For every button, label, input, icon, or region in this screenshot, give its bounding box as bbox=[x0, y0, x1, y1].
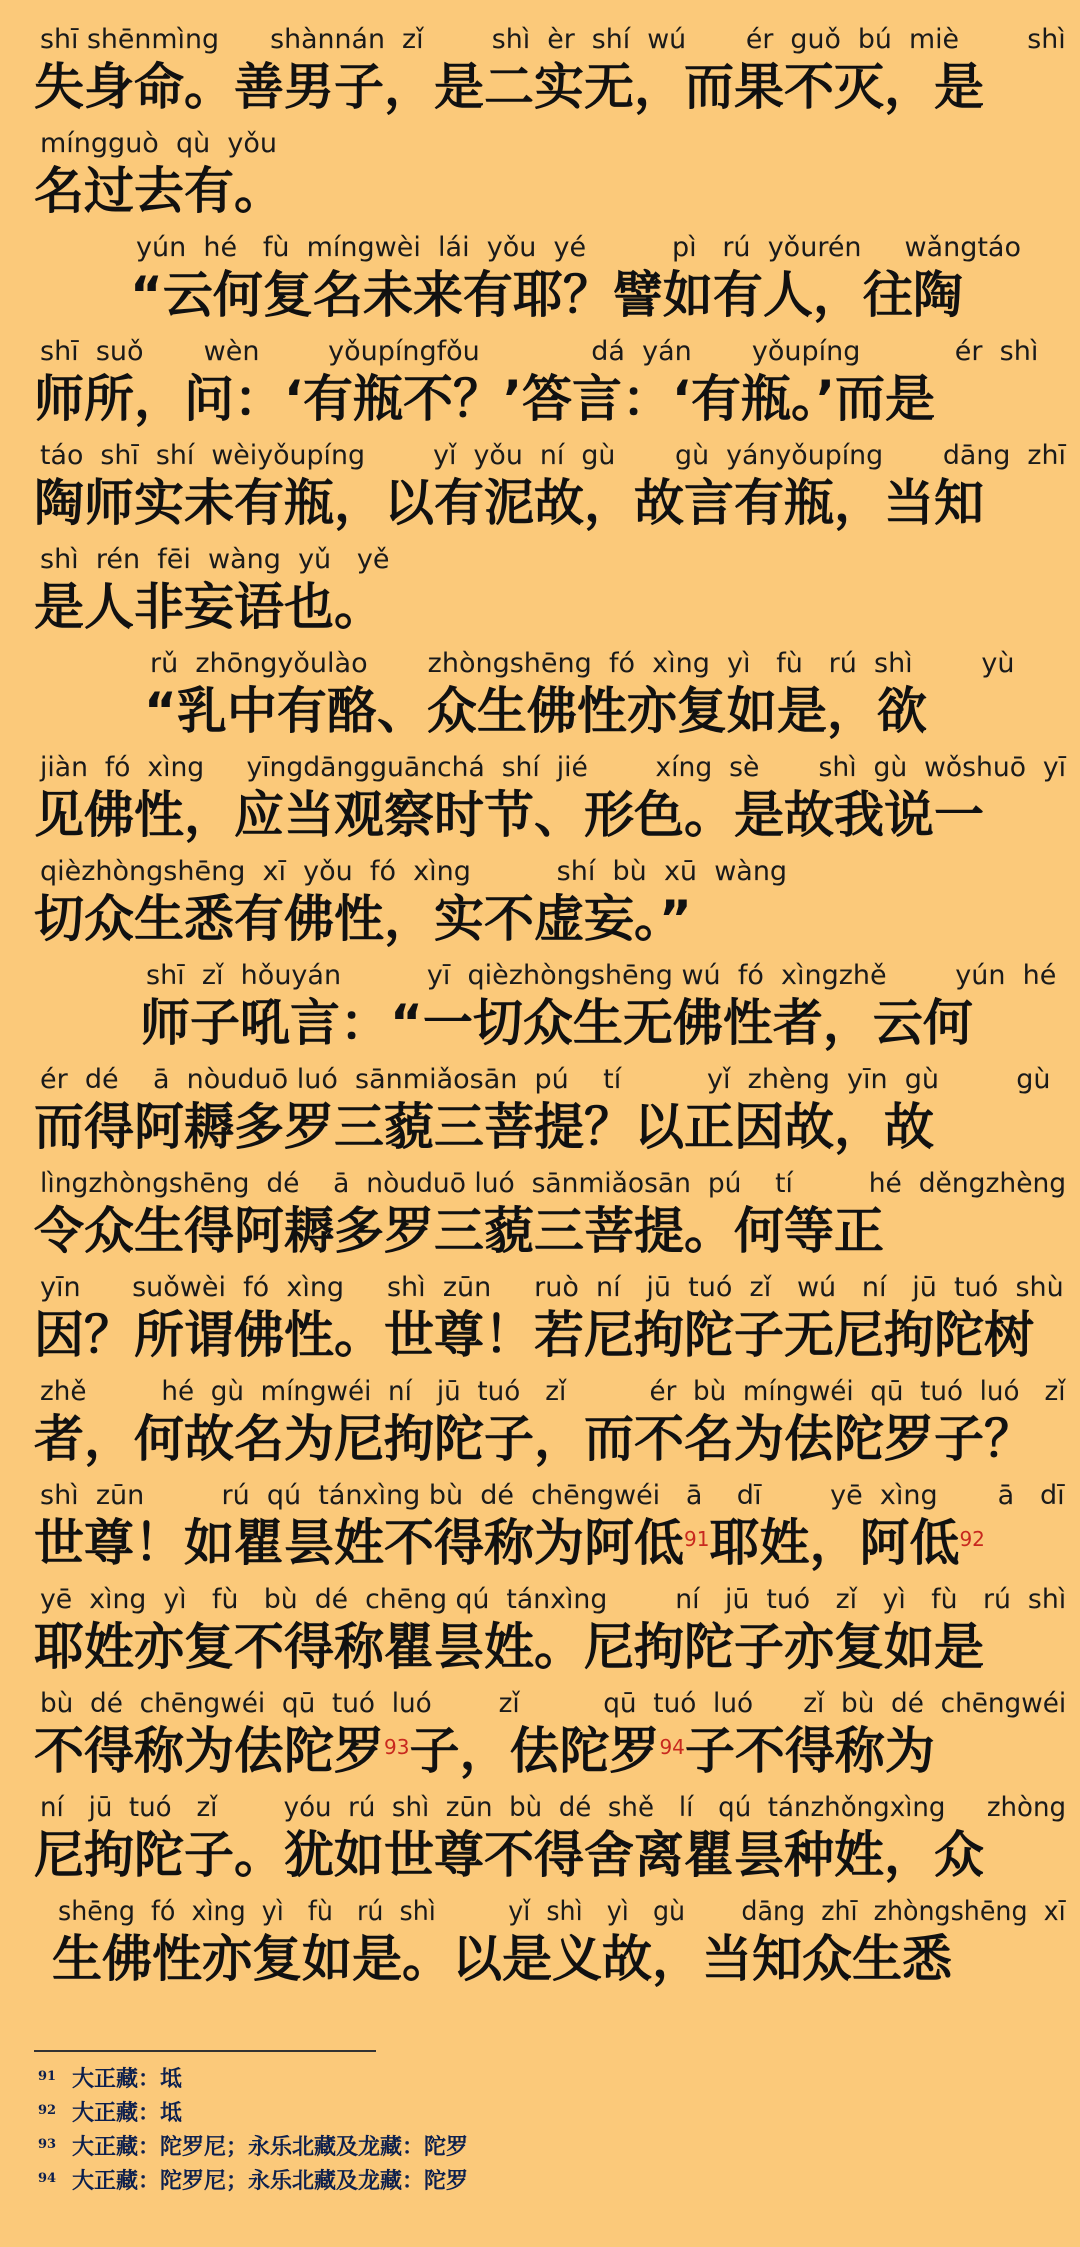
pinyin-annotation: táo shī shí wèiyǒupíng yǐ yǒu ní gù gù yányǒupíng dāng zhī bbox=[40, 440, 1066, 471]
pinyin-annotation: jiàn fó xìng yīngdāngguānchá shí jié xíng sè shì gù wǒshuō yī bbox=[40, 752, 1066, 783]
footnote-marker[interactable]: 92 bbox=[959, 1527, 985, 1551]
pinyin-annotation: yē xìng yì fù bù dé chēng qú tánxìng ní jū tuó zǐ yì fù rú shì bbox=[40, 1584, 1067, 1615]
hanzi-segment: “云何复名未来有耶？譬如有人，往陶 bbox=[130, 266, 963, 324]
hanzi-segment: 而得阿耨多罗三藐三菩提？以正因故，故 bbox=[34, 1098, 934, 1156]
hanzi-segment: 见佛性，应当观察时节、形色。是故我说一 bbox=[34, 786, 984, 844]
pinyin-annotation: zhě hé gù míngwéi ní jū tuó zǐ ér bù míngwéi qū tuó luó zǐ bbox=[40, 1376, 1066, 1407]
footnote-number: 91 bbox=[38, 2069, 57, 2084]
hanzi-text bbox=[34, 888, 692, 950]
hanzi-text bbox=[34, 1616, 984, 1678]
footnote-text: 大正藏：坻 bbox=[72, 2100, 183, 2126]
hanzi-text bbox=[34, 160, 284, 222]
hanzi-segment: 师子吼言：“一切众生无佛性者，云何 bbox=[140, 994, 973, 1052]
text-line bbox=[0, 1582, 1080, 1685]
pinyin-annotation: shì zūn rú qú tánxìng bù dé chēngwéi ā dī yē xìng ā dī bbox=[40, 1480, 1065, 1511]
pinyin-annotation: shēng fó xìng yì fù rú shì yǐ shì yì gù dāng zhī zhòngshēng xī bbox=[58, 1896, 1066, 1927]
text-line bbox=[0, 1894, 1080, 1997]
hanzi-text bbox=[34, 1512, 985, 1574]
text-line bbox=[0, 1790, 1080, 1893]
pinyin-annotation: bù dé chēngwéi qū tuó luó zǐ qū tuó luó zǐ bù dé chēngwéi bbox=[40, 1688, 1067, 1719]
pinyin-annotation: shī shēnmìng shànnán zǐ shì èr shí wú ér guǒ bú miè shì bbox=[40, 24, 1066, 55]
pinyin-annotation: míngguò qù yǒu bbox=[40, 128, 278, 159]
hanzi-segment: 尼拘陀子。犹如世尊不得舍离瞿昙种姓，众 bbox=[34, 1826, 984, 1884]
hanzi-segment: “乳中有酪、众生佛性亦复如是，欲 bbox=[144, 682, 927, 740]
pinyin-annotation: shī suǒ wèn yǒupíngfǒu dá yán yǒupíng ér shì bbox=[40, 336, 1039, 367]
footnote-number: 94 bbox=[38, 2171, 57, 2186]
hanzi-text bbox=[34, 784, 984, 846]
footnote-marker[interactable]: 91 bbox=[684, 1527, 710, 1551]
footnote-divider bbox=[34, 2050, 376, 2052]
text-line bbox=[0, 958, 1080, 1061]
hanzi-text bbox=[34, 1408, 1034, 1470]
footnote-entry bbox=[38, 2062, 182, 2096]
pinyin-annotation: yīn suǒwèi fó xìng shì zūn ruò ní jū tuó zǐ wú ní jū tuó shù bbox=[40, 1272, 1064, 1303]
hanzi-segment: 世尊！如瞿昙姓不得称为阿低 bbox=[34, 1514, 684, 1572]
pinyin-annotation: ér dé ā nòuduō luó sānmiǎosān pú tí yǐ zhèng yīn gù gù bbox=[40, 1064, 1051, 1095]
footnote-number: 92 bbox=[38, 2103, 57, 2118]
pinyin-annotation: shì rén fēi wàng yǔ yě bbox=[40, 544, 390, 575]
hanzi-text bbox=[34, 1304, 1034, 1366]
text-line bbox=[0, 1062, 1080, 1165]
hanzi-segment: 耶姓亦复不得称瞿昙姓。尼拘陀子亦复如是 bbox=[34, 1618, 984, 1676]
footnote-number: 93 bbox=[38, 2137, 57, 2152]
hanzi-segment: 子，佉陀罗 bbox=[409, 1722, 660, 1780]
text-line bbox=[0, 1374, 1080, 1477]
text-line bbox=[0, 22, 1080, 125]
footnote-text: 大正藏：陀罗尼；永乐北藏及龙藏：陀罗 bbox=[72, 2134, 469, 2160]
hanzi-text bbox=[34, 1824, 984, 1886]
text-line bbox=[0, 854, 1080, 957]
hanzi-segment: 令众生得阿耨多罗三藐三菩提。何等正 bbox=[34, 1202, 884, 1260]
footnote-entry bbox=[38, 2130, 468, 2164]
footnote-marker[interactable]: 93 bbox=[384, 1735, 410, 1759]
footnote-text: 大正藏：坻 bbox=[72, 2066, 183, 2092]
hanzi-segment: 是人非妄语也。 bbox=[34, 578, 384, 636]
footnote-entry bbox=[38, 2164, 468, 2198]
hanzi-segment: 切众生悉有佛性，实不虚妄。” bbox=[34, 890, 692, 948]
hanzi-segment: 者，何故名为尼拘陀子，而不名为佉陀罗子？ bbox=[34, 1410, 1034, 1468]
footnote-text: 大正藏：陀罗尼；永乐北藏及龙藏：陀罗 bbox=[72, 2168, 469, 2194]
hanzi-segment: 因？所谓佛性。世尊！若尼拘陀子无尼拘陀树 bbox=[34, 1306, 1034, 1364]
text-line bbox=[0, 334, 1080, 437]
pinyin-annotation: rǔ zhōngyǒulào zhòngshēng fó xìng yì fù rú shì yù bbox=[150, 648, 1015, 679]
pinyin-annotation: shī zǐ hǒuyán yī qièzhòngshēng wú fó xìngzhě yún hé bbox=[146, 960, 1057, 991]
footnote-entry bbox=[38, 2096, 182, 2130]
hanzi-segment: 师所，问：‘有瓶不？’答言：‘有瓶。’而是 bbox=[34, 370, 935, 428]
text-line bbox=[0, 438, 1080, 541]
hanzi-text bbox=[130, 264, 963, 326]
pinyin-annotation: ní jū tuó zǐ yóu rú shì zūn bù dé shě lí qú tánzhǒngxìng zhòng bbox=[40, 1792, 1067, 1823]
hanzi-text bbox=[34, 1720, 935, 1782]
pinyin-annotation: lìngzhòngshēng dé ā nòuduō luó sānmiǎosān pú tí hé děngzhèng bbox=[40, 1168, 1067, 1199]
text-line bbox=[0, 1686, 1080, 1789]
hanzi-segment: 耶姓，阿低 bbox=[709, 1514, 960, 1572]
hanzi-text bbox=[34, 1096, 934, 1158]
hanzi-segment: 名过去有。 bbox=[34, 162, 284, 220]
text-line bbox=[0, 1478, 1080, 1581]
text-line bbox=[0, 542, 1080, 645]
hanzi-text bbox=[34, 472, 984, 534]
hanzi-segment: 失身命。善男子，是二实无，而果不灭，是 bbox=[34, 58, 984, 116]
footnote-marker[interactable]: 94 bbox=[659, 1735, 685, 1759]
hanzi-segment: 不得称为佉陀罗 bbox=[34, 1722, 384, 1780]
text-line bbox=[0, 126, 1080, 229]
text-line bbox=[0, 230, 1080, 333]
hanzi-text bbox=[34, 576, 384, 638]
hanzi-segment: 陶师实未有瓶，以有泥故，故言有瓶，当知 bbox=[34, 474, 984, 532]
hanzi-text bbox=[144, 680, 927, 742]
pinyin-annotation: qièzhòngshēng xī yǒu fó xìng shí bù xū wàng bbox=[40, 856, 788, 887]
hanzi-segment: 生佛性亦复如是。以是义故，当知众生悉 bbox=[52, 1930, 952, 1988]
hanzi-segment: 子不得称为 bbox=[684, 1722, 935, 1780]
hanzi-text bbox=[34, 56, 984, 118]
hanzi-text bbox=[34, 368, 935, 430]
text-line bbox=[0, 750, 1080, 853]
text-line bbox=[0, 646, 1080, 749]
hanzi-text bbox=[52, 1928, 952, 1990]
text-line bbox=[0, 1270, 1080, 1373]
text-line bbox=[0, 1166, 1080, 1269]
hanzi-text bbox=[34, 1200, 884, 1262]
pinyin-annotation: yún hé fù míngwèi lái yǒu yé pì rú yǒurén wǎngtáo bbox=[136, 232, 1021, 263]
hanzi-text bbox=[140, 992, 973, 1054]
